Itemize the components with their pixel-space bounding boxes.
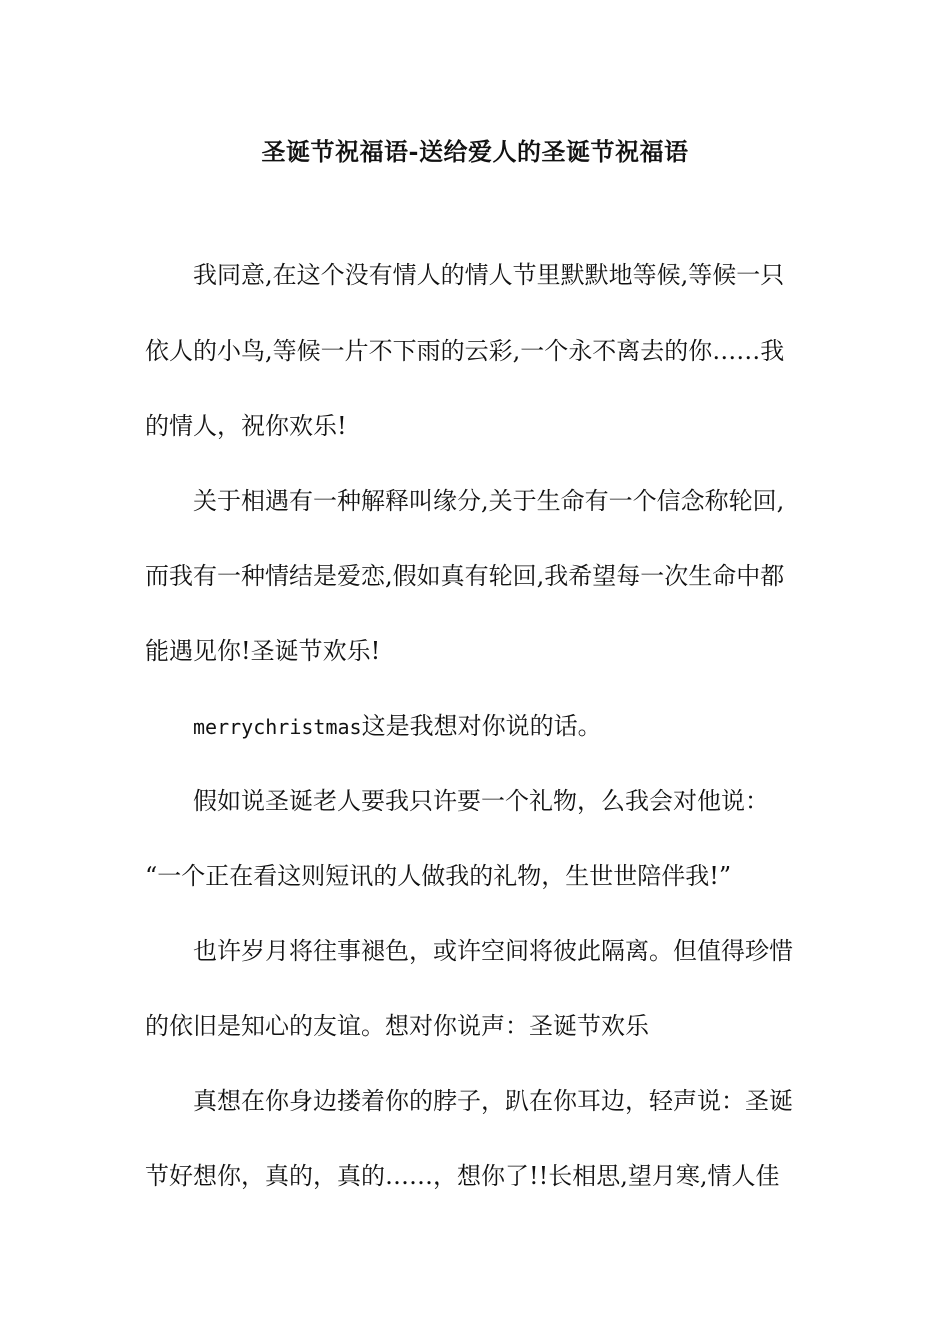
paragraph-1-line-1: 我同意,在这个没有情人的情人节里默默地等候,等候一只 [193,261,785,289]
paragraph-4-line-1: 假如说圣诞老人要我只许要一个礼物，么我会对他说： [193,787,769,815]
paragraph-5-line-1: 也许岁月将往事褪色，或许空间将彼此隔离。但值得珍惜 [193,937,793,965]
paragraph-2-line-1: 关于相遇有一种解释叫缘分,关于生命有一个信念称轮回, [193,487,785,515]
paragraph-5-line-2: 的依旧是知心的友谊。想对你说声：圣诞节欢乐 [145,1012,649,1040]
paragraph-1-line-3: 的情人，祝你欢乐! [145,412,347,440]
paragraph-4-line-2: “一个正在看这则短讯的人做我的礼物，生世世陪伴我!” [145,862,732,890]
paragraph-2-line-3: 能遇见你!圣诞节欢乐! [145,637,381,665]
paragraph-6-line-1: 真想在你身边搂着你的脖子，趴在你耳边，轻声说：圣诞 [193,1087,793,1115]
paragraph-6-line-2: 节好想你，真的，真的……，想你了!!长相思,望月寒,情人佳 [145,1162,780,1190]
paragraph-3-latin-text: merrychristmas [193,715,362,739]
paragraph-1-line-2: 依人的小鸟,等候一片不下雨的云彩,一个永不离去的你……我 [145,337,785,365]
paragraph-3-line-1 [193,708,858,745]
paragraph-2-line-2: 而我有一种情结是爱恋,假如真有轮回,我希望每一次生命中都 [145,562,785,590]
document-title: 圣诞节祝福语-送给爱人的圣诞节祝福语 [261,137,689,166]
paragraph-3-chinese-text: 这是我想对你说的话。 [361,712,602,740]
